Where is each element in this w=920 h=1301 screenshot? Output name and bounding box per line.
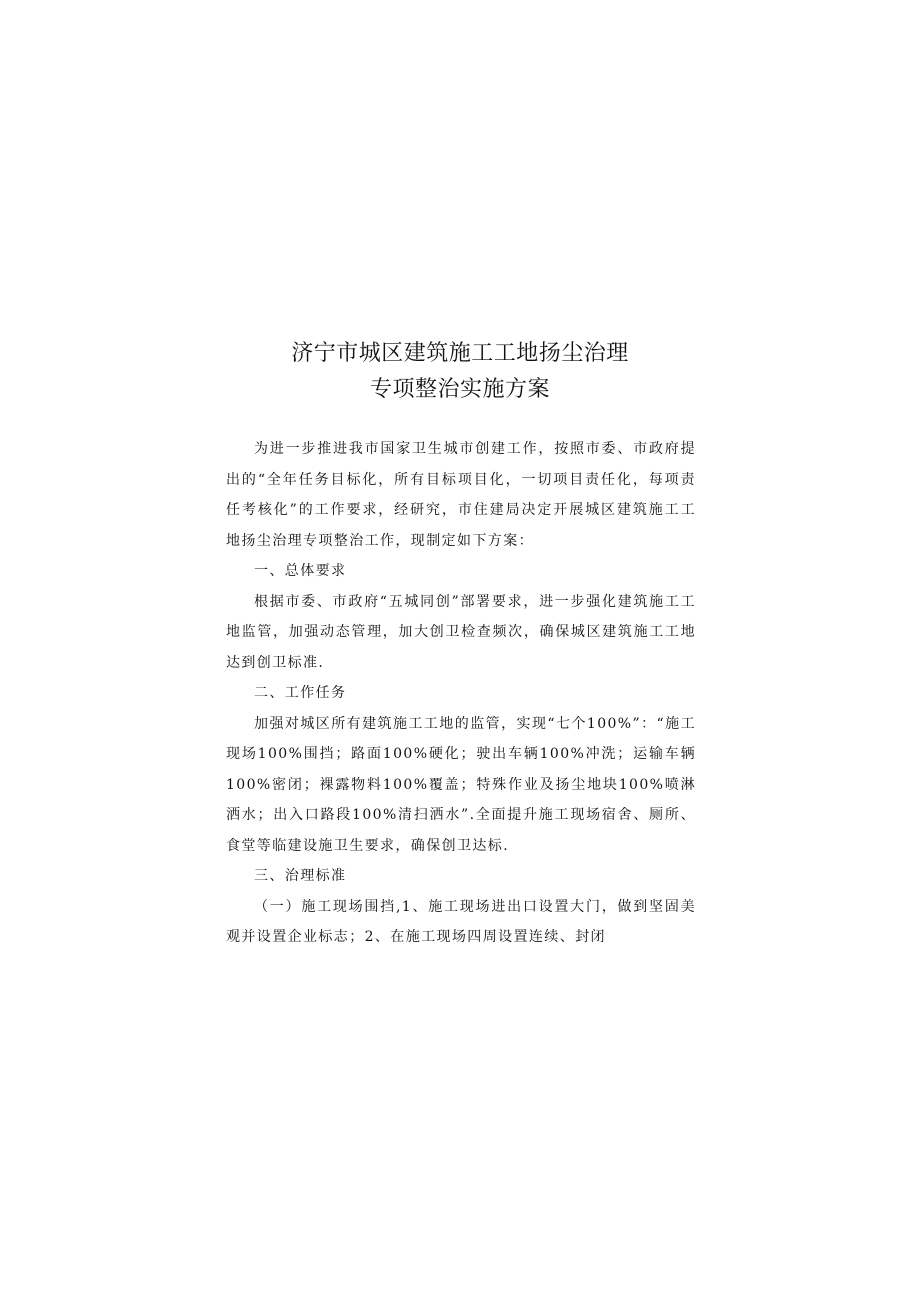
document-title bbox=[0, 336, 920, 408]
section-2-paragraph: 加强对城区所有建筑施工工地的监管，实现“七个100%”：“施工现场100%围挡；路面100%硬化；驶出车辆100%冲洗；运输车辆100%密闭；裸露物料100%覆盖；特殊作业及扬尘地块100%喷淋洒水；出入口路段100%清扫洒水”.全面提升施工现场宿舍、厕所、食堂等临建设施卫生要求，确保创卫达标. bbox=[226, 715, 696, 854]
section-1-paragraph: 根据市委、市政府“五城同创”部署要求，进一步强化建筑施工工地监管，加强动态管理，加大创卫检查频次，确保城区建筑施工工地达到创卫标准. bbox=[226, 593, 696, 671]
title-line-1: 济宁市城区建筑施工工地扬尘治理 bbox=[291, 341, 629, 366]
section-3-paragraph: （一）施工现场围挡,1、施工现场进出口设置大门，做到坚固美观并设置企业标志；2、在施工现场四周设置连续、封闭 bbox=[226, 898, 696, 945]
section-3-heading: 三、治理标准 bbox=[254, 868, 347, 884]
section-1-heading: 一、总体要求 bbox=[254, 563, 347, 579]
title-line-2: 专项整治实施方案 bbox=[369, 377, 550, 402]
section-2-heading: 二、工作任务 bbox=[254, 685, 347, 701]
document-body bbox=[226, 434, 696, 953]
intro-paragraph: 为进一步推进我市国家卫生城市创建工作，按照市委、市政府提出的“全年任务目标化，所有目标项目化，一切项目责任化，每项责任考核化”的工作要求，经研究，市住建局决定开展城区建筑施工工地扬尘治理专项整治工作，现制定如下方案： bbox=[226, 441, 696, 549]
